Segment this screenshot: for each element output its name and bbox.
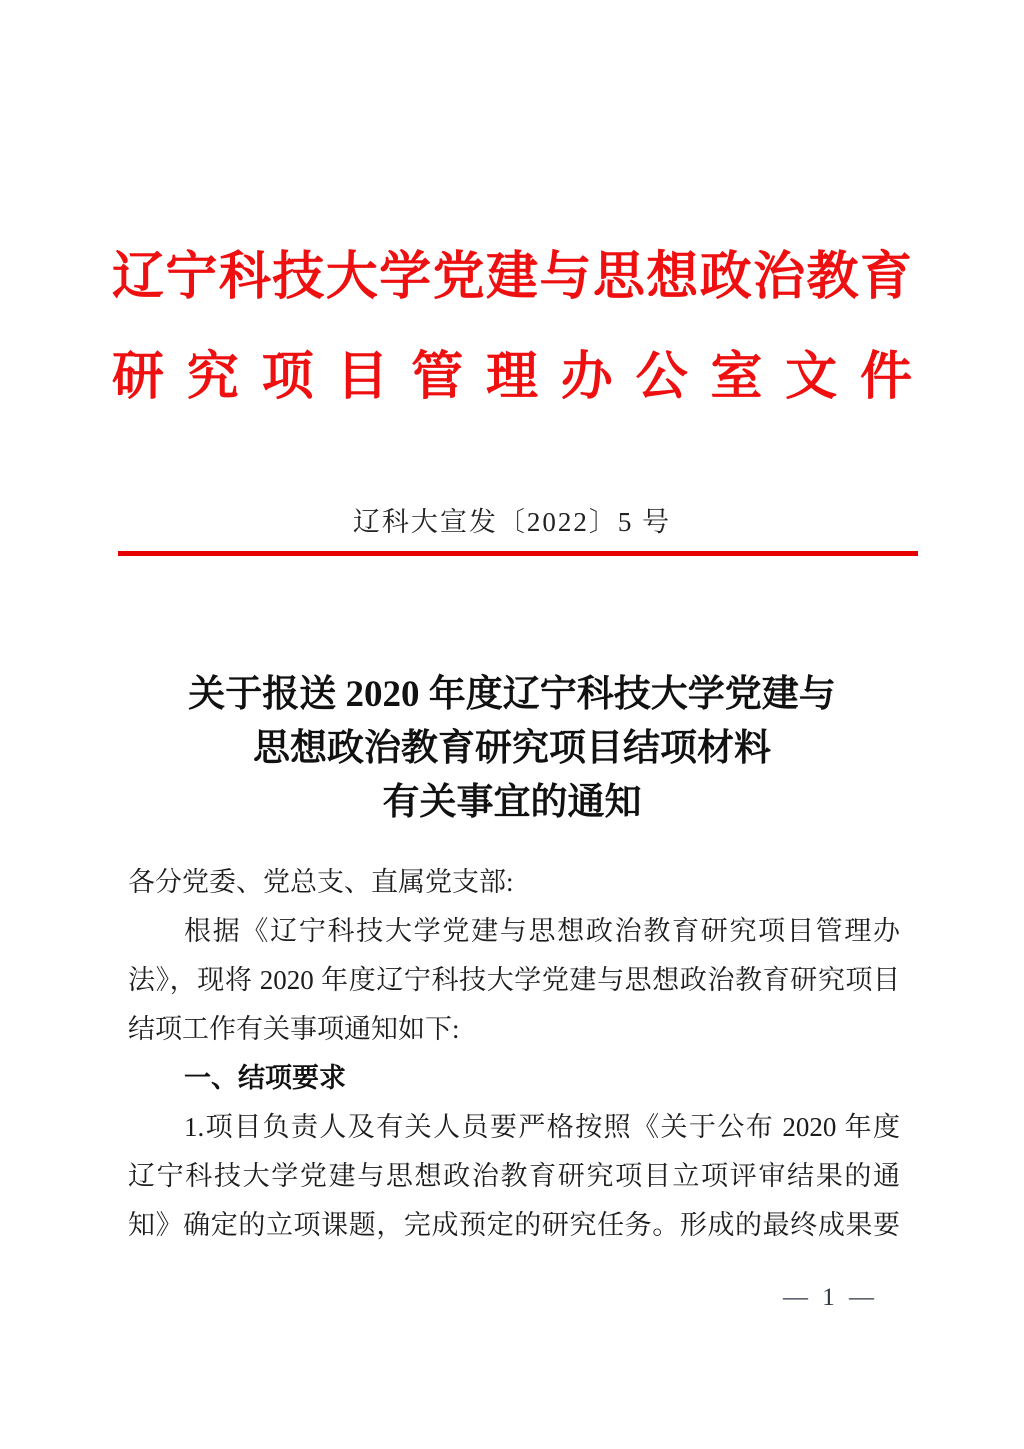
notice-body xyxy=(128,858,900,1250)
document-number: 辽科大宣发〔2022〕5 号 xyxy=(352,507,672,537)
paragraph2-line-2: 辽宁科技大学党建与思想政治教育研究项目立项评审结果的通 xyxy=(128,1161,900,1191)
letterhead xyxy=(112,249,912,406)
notice-title-line-2: 思想政治教育研究项目结项材料 xyxy=(253,728,771,769)
notice-title-line-1: 关于报送 2020 年度辽宁科技大学党建与 xyxy=(188,674,836,715)
page-number: — 1 — xyxy=(783,1284,878,1311)
paragraph2-line-1: 1.项目负责人及有关人员要严格按照《关于公布 2020 年度 xyxy=(184,1112,900,1142)
red-divider-rule xyxy=(118,551,918,556)
letterhead-line-1: 辽宁科技大学党建与思想政治教育 xyxy=(112,249,912,306)
paragraph2-line-3: 知》确定的立项课题，完成预定的研究任务。形成的最终成果要 xyxy=(128,1210,900,1240)
letterhead-line-2: 研究项目管理办公室文件 xyxy=(112,349,912,406)
section-heading-requirements: 一、结项要求 xyxy=(184,1063,346,1093)
paragraph1-line-2: 法》，现将 2020 年度辽宁科技大学党建与思想政治教育研究项目 xyxy=(128,965,900,995)
notice-title-line-3: 有关事宜的通知 xyxy=(382,782,642,823)
notice-title xyxy=(0,668,1024,830)
salutation-line: 各分党委、党总支、直属党支部: xyxy=(128,867,514,897)
paragraph1-line-3: 结项工作有关事项通知如下: xyxy=(128,1014,460,1044)
paragraph1-line-1: 根据《辽宁科技大学党建与思想政治教育研究项目管理办 xyxy=(184,916,900,946)
